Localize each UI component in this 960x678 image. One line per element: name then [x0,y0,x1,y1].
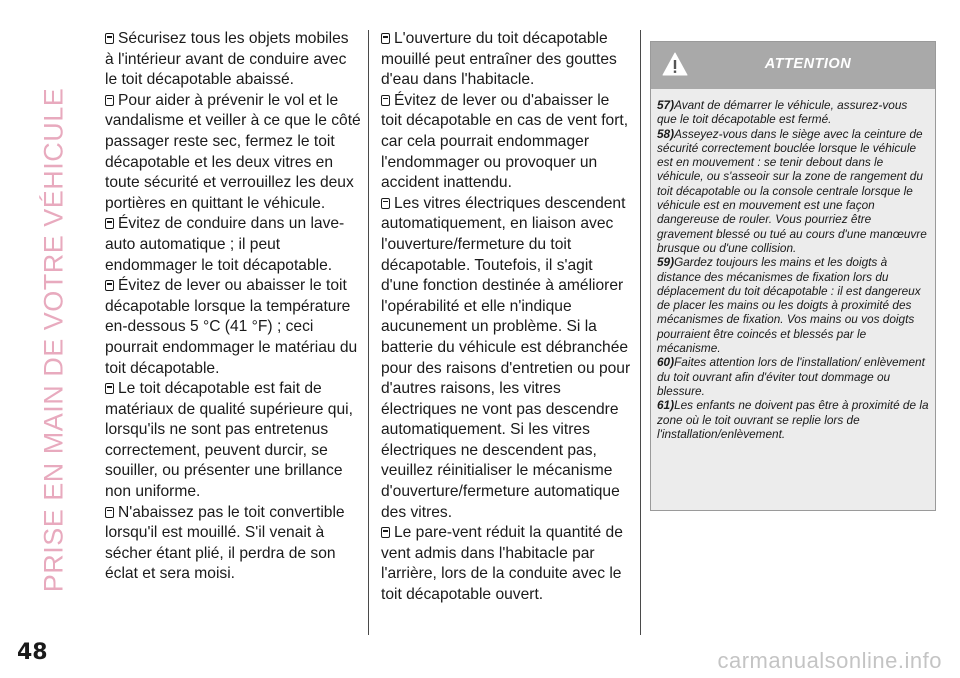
note-text: Asseyez-vous dans le siège avec la ceinture de sécurité correctement bouclée lorsque le véhicule est en mouvement : se tenir debout dans le véhicule, ou s'asseoir sur la zone de rangement du toit décapotable ou la console centrale lorsque le véhicule est en mouvement est une façon dangereuse de rouler. Vous pourriez être gravement blessé ou tué au cours d'une manœuvre brusque ou d'une collision. [657,126,927,255]
paragraph-text: Les vitres électriques descendent automatiquement, en liaison avec l'ouverture/fermeture du toit décapotable. Toutefois, il s'agit d'une fonction destinée à améliorer l'opérabilité et elle n'indique aucunement un problème. Si la batterie du véhicule est débranchée pour des raisons d'entretien ou pour d'autres raisons, les vitres électriques ne vont pas descendre automatiquement. Si les vitres électriques ne descendent pas, veuillez réinitialiser le mécanisme d'ouverture/fermeture automatique des vitres. [381,194,631,521]
warning-note [657,355,929,398]
note-number: 57) [657,98,675,112]
paragraph-text: L'ouverture du toit décapotable mouillé peut entraîner des gouttes d'eau dans l'habitacle. [381,30,617,89]
text-column-left [105,29,361,585]
warning-note [657,398,929,441]
caution-bullet-icon [105,218,114,229]
caution-bullet-icon [381,95,390,106]
warning-notes [651,89,935,441]
caution-bullet-icon [105,507,114,518]
text-column-middle [381,29,634,606]
bullet-paragraph [381,194,634,524]
bullet-paragraph [105,379,361,503]
caution-bullet-icon [381,198,390,209]
note-text: Faites attention lors de l'installation/ enlèvement du toit ouvrant afin d'éviter tout dommage ou blessure. [657,355,925,398]
note-number: 60) [657,355,675,370]
warning-note [657,255,929,355]
bullet-paragraph [105,276,361,379]
bullet-paragraph [105,91,361,215]
watermark-text: carmanualsonline.info [717,648,942,673]
caution-bullet-icon [381,527,390,538]
note-number: 59) [657,255,675,270]
paragraph-text: Le toit décapotable est fait de matériaux de qualité supérieure qui, lorsqu'ils ne sont pas entretenus correctement, peuvent durcir, se souiller, ou présenter une brillance non uniforme. [105,380,353,501]
caution-bullet-icon [105,33,114,44]
bullet-paragraph [381,523,634,605]
paragraph-text: Évitez de conduire dans un lave-auto automatique ; il peut endommager le toit décapotable. [105,215,345,274]
bullet-paragraph [105,503,361,585]
paragraph-text: Sécurisez tous les objets mobiles à l'intérieur avant de conduire avec le toit décapotable abaissé. [105,30,349,89]
warning-header [651,42,935,89]
bullet-paragraph [105,29,361,91]
column-divider [640,30,641,635]
note-number: 58) [657,126,675,141]
caution-bullet-icon [105,95,114,106]
column-divider [368,30,369,635]
note-text: Gardez toujours les mains et les doigts à distance des mécanismes de fixation lors du déplacement du toit décapotable : il est dangereux de placer les mains ou les doigts à proximité des mécanismes de fixation. Vos mains ou vos doigts pourraient être coincés et blessés par le mécanisme. [657,255,921,356]
paragraph-text: Évitez de lever ou d'abaisser le toit décapotable en cas de vent fort, car cela pourrait endommager l'endommager ou provoquer un accident inattendu. [381,91,629,192]
bullet-paragraph [381,91,634,194]
warning-note [657,98,929,127]
note-text: Avant de démarrer le véhicule, assurez-vous que le toit décapotable est fermé. [657,98,908,127]
bullet-paragraph [105,214,361,276]
paragraph-text: Pour aider à prévenir le vol et le vandalisme et veiller à ce que le côté passager reste sec, fermez le toit décapotable et les deux vitres en toute sécurité et verrouillez les deux portières en quittant le véhicule. [105,91,361,212]
caution-bullet-icon [105,383,114,394]
warning-box [650,41,936,511]
page-number: 48 [17,640,48,665]
paragraph-text: Le pare-vent réduit la quantité de vent admis dans l'habitacle par l'arrière, lors de la conduite avec le toit décapotable ouvert. [381,524,623,604]
bullet-paragraph [381,29,634,91]
note-number: 61) [657,398,675,413]
chapter-side-title: PRISE EN MAIN DE VOTRE VÉHICULE [38,87,69,593]
note-text: Les enfants ne doivent pas être à proximité de la zone où le toit ouvrant se replie lors de l'installation/enlèvement. [657,398,929,441]
paragraph-text: Évitez de lever ou abaisser le toit décapotable lorsque la température en-dessous 5 °C (41 °F) ; ceci pourrait endommager le matériau du toit décapotable. [105,277,358,377]
caution-bullet-icon [105,280,114,291]
warning-note [657,127,929,256]
paragraph-text: N'abaissez pas le toit convertible lorsqu'il est mouillé. S'il venait à sécher étant plié, il perdra de son éclat et sera moisi. [105,503,345,583]
warning-title: ATTENTION [764,56,852,72]
caution-bullet-icon [381,33,390,44]
